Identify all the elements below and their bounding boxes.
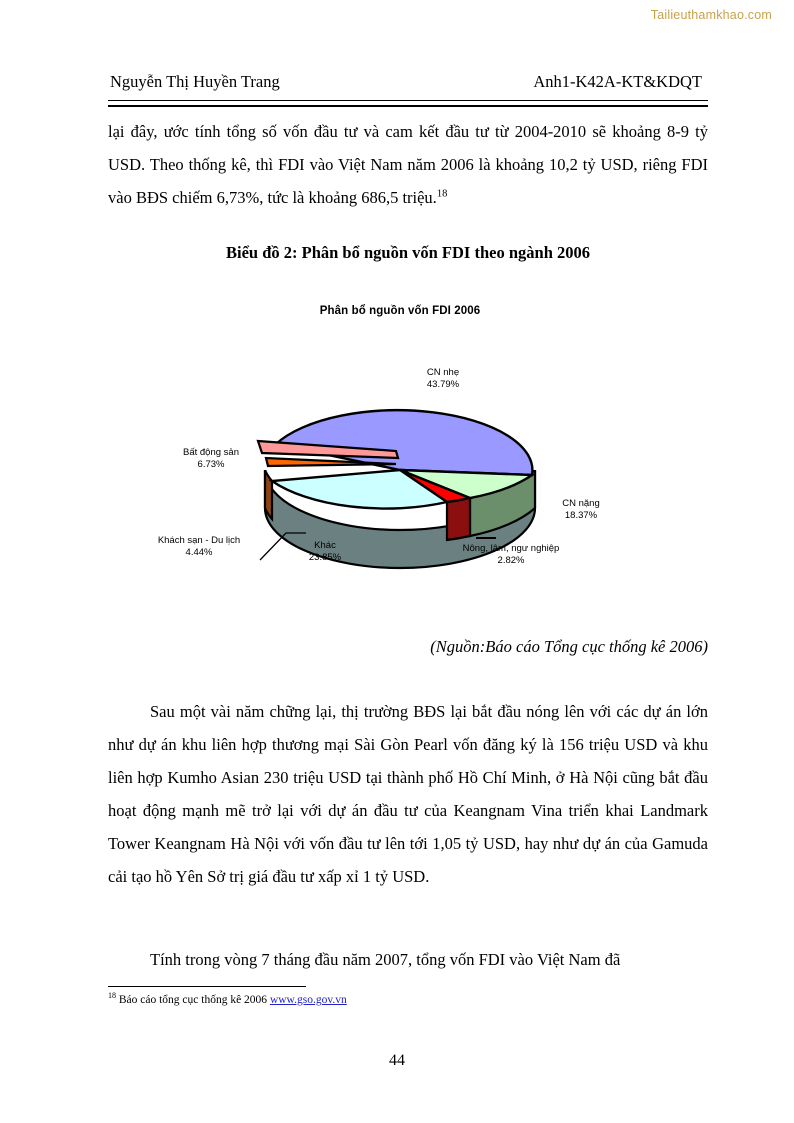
header-author: Nguyễn Thị Huyền Trang — [110, 72, 280, 91]
pie-label-cn-nhe-value: 43.79% — [426, 379, 460, 390]
pie-label-cn-nhe — [398, 367, 488, 391]
pie-label-khach-san-value: 4.44% — [185, 547, 213, 558]
watermark: Tailieuthamkhao.com — [650, 8, 772, 22]
footnote-entry — [108, 993, 708, 1008]
paragraph-3: Tính trong vòng 7 tháng đầu năm 2007, tổng vốn FDI vào Việt Nam đã — [150, 950, 621, 969]
pie-label-khac-value: 23.85% — [308, 552, 342, 563]
pie-label-cn-nang-name: CN nặng — [562, 498, 600, 509]
pie-chart-figure — [140, 295, 660, 615]
figure-caption: Biểu đồ 2: Phân bổ nguồn vốn FDI theo ngành 2006 — [225, 243, 590, 262]
figure-source-note: (Nguồn:Báo cáo Tổng cục thống kê 2006) — [430, 637, 708, 656]
pie-label-cn-nhe-name: CN nhẹ — [426, 367, 460, 378]
pie-label-khac-name: Khác — [314, 540, 336, 551]
footnote-separator — [108, 986, 306, 987]
paragraph-2: Sau một vài năm chững lại, thị trường BĐS lại bắt đầu nóng lên với các dự án lớn như dự án khu liên hợp thương mại Sài Gòn Pearl vốn đăng ký là 156 triệu USD và khu liên hợp Kumho Asian 230 triệu USD tại thành phố Hồ Chí Minh, ở Hà Nội cũng bắt đầu hoạt động mạnh mẽ trở lại với dự án đầu tư của Keangnam Vina triển khai Landmark Tower Keangnam Hà Nội với vốn đầu tư lên tới 1,05 tỷ USD, hay như dự án của Gamuda cải tạo hồ Yên Sở trị giá đầu tư xấp xỉ 1 tỷ USD. — [108, 702, 708, 886]
pie-label-khach-san — [144, 535, 254, 559]
page-number: 44 — [389, 1052, 405, 1069]
pie-top-face — [258, 410, 532, 508]
pie-label-cn-nang-value: 18.37% — [564, 510, 598, 521]
header-class-code: Anh1-K42A-KT&KDQT — [533, 72, 702, 91]
header-divider — [108, 100, 708, 107]
pie-label-bat-dong-san — [158, 447, 264, 471]
paragraph-1-text: lại đây, ước tính tổng số vốn đầu tư và cam kết đầu tư từ 2004-2010 sẽ khoảng 8-9 tỷ USD. Theo thống kê, thì FDI vào Việt Nam năm 2006 là khoảng 10,2 tỷ USD, riêng FDI vào BĐS chiếm 6,73%, tức là khoảng 686,5 triệu. — [108, 122, 708, 207]
chart-title: Phân bổ nguồn vốn FDI 2006 — [319, 305, 481, 317]
footnote-text: Báo cáo tổng cục thống kê 2006 — [118, 994, 268, 1006]
running-header — [108, 72, 708, 92]
paragraph-continued — [108, 115, 708, 214]
pie-label-nong-lam-ngu — [456, 543, 566, 567]
pie-label-khac — [285, 540, 365, 564]
footnote-reference-18: 18 — [436, 188, 448, 200]
pie-label-nong-lam-ngu-name: Nông, lâm, ngư nghiệp — [462, 543, 560, 554]
pie-label-khach-san-name: Khách sạn - Du lịch — [157, 535, 241, 546]
pie-label-cn-nang — [538, 498, 624, 522]
pie-label-bat-dong-san-name: Bất động sản — [183, 447, 239, 458]
footnote-number: 18 — [108, 991, 116, 1001]
footnote-link[interactable]: www.gso.gov.vn — [269, 994, 347, 1006]
pie-label-bat-dong-san-value: 6.73% — [197, 459, 225, 470]
pie-label-nong-lam-ngu-value: 2.82% — [497, 555, 525, 566]
